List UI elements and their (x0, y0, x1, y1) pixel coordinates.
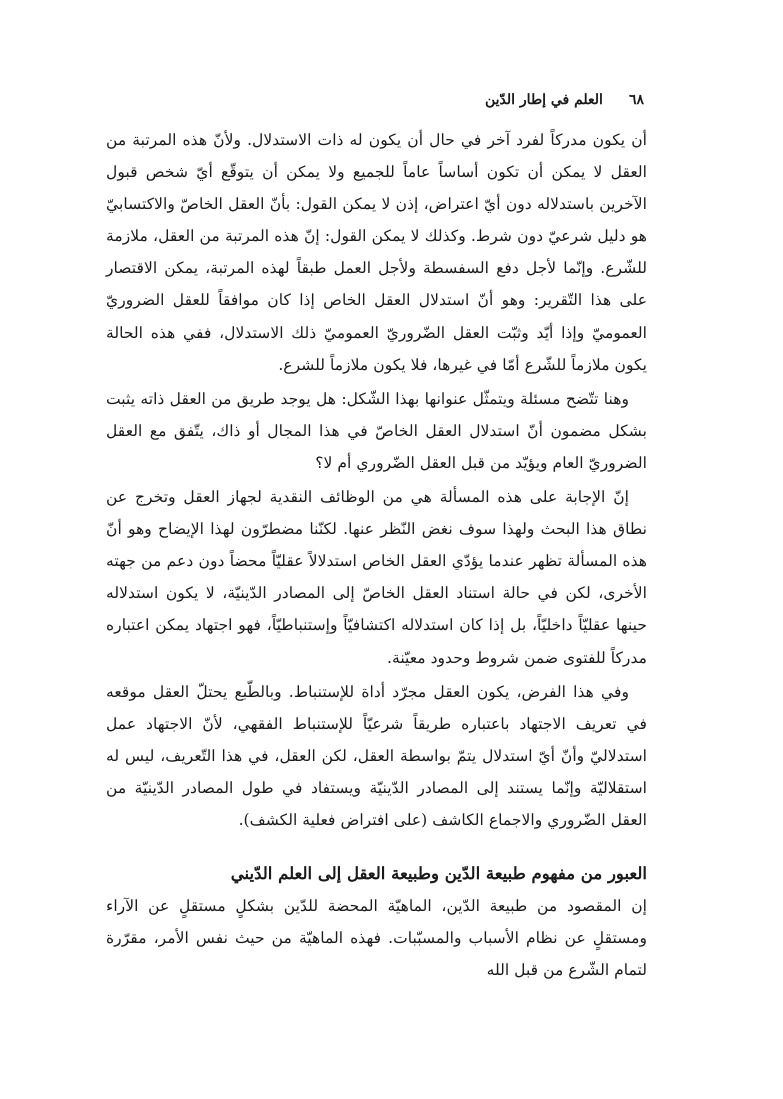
running-title: العلم في إطار الدّين (484, 92, 603, 108)
paragraph-2: وهنا تتّضح مسئلة ويتمثّل عنوانها بهذا الشّكل: هل يوجد طريق من العقل ذاته يثبت بشكل مضمون أنّ استدلال العقل الخاصّ في هذا المجال أو ذاك، يتّفق مع العقل الضروريّ العام ويؤيّد من قبل العقل الضّروري أم لا؟ (106, 389, 647, 472)
paragraph-4: وفي هذا الفرض، يكون العقل مجرّد أداة للإستنباط. وبالطّبع يحتلّ العقل موقعه في تعريف الاجتهاد باعتباره طريقاً شرعيّاً للإستنباط الفقهي، لأنّ الاجتهاد عمل استدلاليّ وأنّ أيّ استدلال يتمّ بواسطة العقل، لكن العقل، في هذا التّعريف، ليس له استقلاليّة وإنّما يستند إلى المصادر الدّينيّة ويستفاد في طول المصادر الدّينيّة من العقل الضّروري والاجماع الكاشف (على افتراض فعلية الكشف). (106, 682, 647, 829)
paragraph-1: أن يكون مدركاً لفرد آخر في حال أن يكون له ذات الاستدلال. ولأنّ هذه المرتبة من العقل لا يمكن أن تكون أساساً عاماً للجميع ولا يمكن أن يتوقّع أيّ شخص قبول الآخرين باستدلاله دون أيّ اعتراض، إذن لا يمكن القول: بأنّ العقل الخاصّ والاكتسابيّ هو دليل شرعيّ دون شرط. وكذلك لا يمكن القول: إنّ هذه المرتبة من العقل، ملازمة للشّرع. وإنّما لأجل دفع السفسطة ولأجل العمل طبقاً لهذه المرتبة، يمكن الاقتصار على هذا التّقرير: وهو أنّ استدلال العقل الخاص إذا كان موافقاً للعقل الضروريّ العموميّ وإذا أيّد وثبّت العقل الضّروريّ العموميّ ذلك الاستدلال، ففي هذه الحالة يكون ملازماً للشّرع أمّا في غيرها، فلا يكون ملازماً للشرع. (106, 131, 647, 374)
section-paragraph: إن المقصود من طبيعة الدّين، الماهيّة المحضة للدّين بشكلٍ مستقلٍ عن الآراء ومستقلٍ عن نظام الأسباب والمسبّبات. فهذه الماهيّة من حيث نفس الأمر، مقرّرة لتمام الشّرع من قبل الله (106, 897, 647, 980)
section-heading: العبور من مفهوم طبيعة الدّين وطبيعة العقل إلى العلم الدّيني (230, 864, 647, 884)
body-text (106, 124, 647, 988)
paragraph-3: إنّ الإجابة على هذه المسألة هي من الوظائف النقدية لجهاز العقل وتخرج عن نطاق هذا البحث ولهذا سوف نغض النّظر عنها. لكنّنا مضطرّون لهذا الإيضاح وهو أنّ هذه المسألة تظهر عندما يؤدّي العقل الخاص استدلالاً عقليّاً محضاً دون دعم من جهته الأخرى، لكن في حالة استناد العقل الخاصّ إلى المصادر الدّينيّة، لا يكون استدلاله حينها عقليّاً داخليّاً، بل إذا كان استدلاله اكتشافيّاً وإستنباطيّاً، فهو اجتهاد يمكن اعتباره مدركاً للفتوى ضمن شروط وحدود معيّنة. (106, 488, 647, 667)
running-header (108, 88, 644, 112)
page-number: ٦٨ (628, 92, 644, 108)
